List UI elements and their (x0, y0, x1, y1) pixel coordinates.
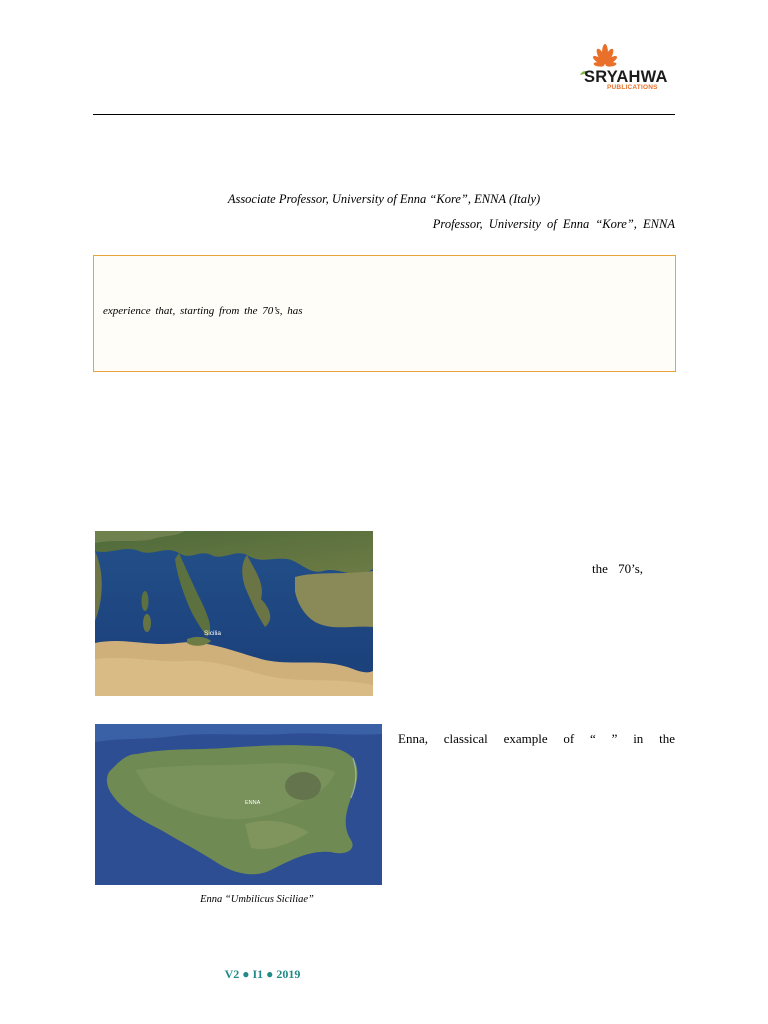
affiliation-second: Professor, University of Enna “Kore”, ENNA (432, 217, 675, 231)
mediterranean-map (95, 531, 373, 696)
footer-issue: V2 ● I1 ● 2019 (224, 967, 301, 981)
logo-subtitle: PUBLICATIONS (607, 84, 658, 91)
map-label-sicilia: Sicilia (204, 630, 221, 637)
map-label-enna: ENNA (245, 800, 261, 806)
abstract-box (93, 255, 676, 372)
body-fragment-2: Enna, classical example of “ ” in the (398, 731, 675, 746)
sicily-map (95, 724, 382, 885)
figure-caption: Enna “Umbilicus Siciliae” (200, 894, 314, 905)
body-fragment-1: the 70’s, (592, 561, 644, 576)
publisher-logo (577, 42, 677, 94)
affiliation-first: Associate Professor, University of Enna “Kore”, ENNA (Italy) (227, 192, 541, 206)
header-rule (93, 114, 675, 115)
logo-wordmark: SRYAHWA (584, 68, 668, 86)
abstract-text: experience that, starting from the 70’s, has (103, 305, 303, 317)
